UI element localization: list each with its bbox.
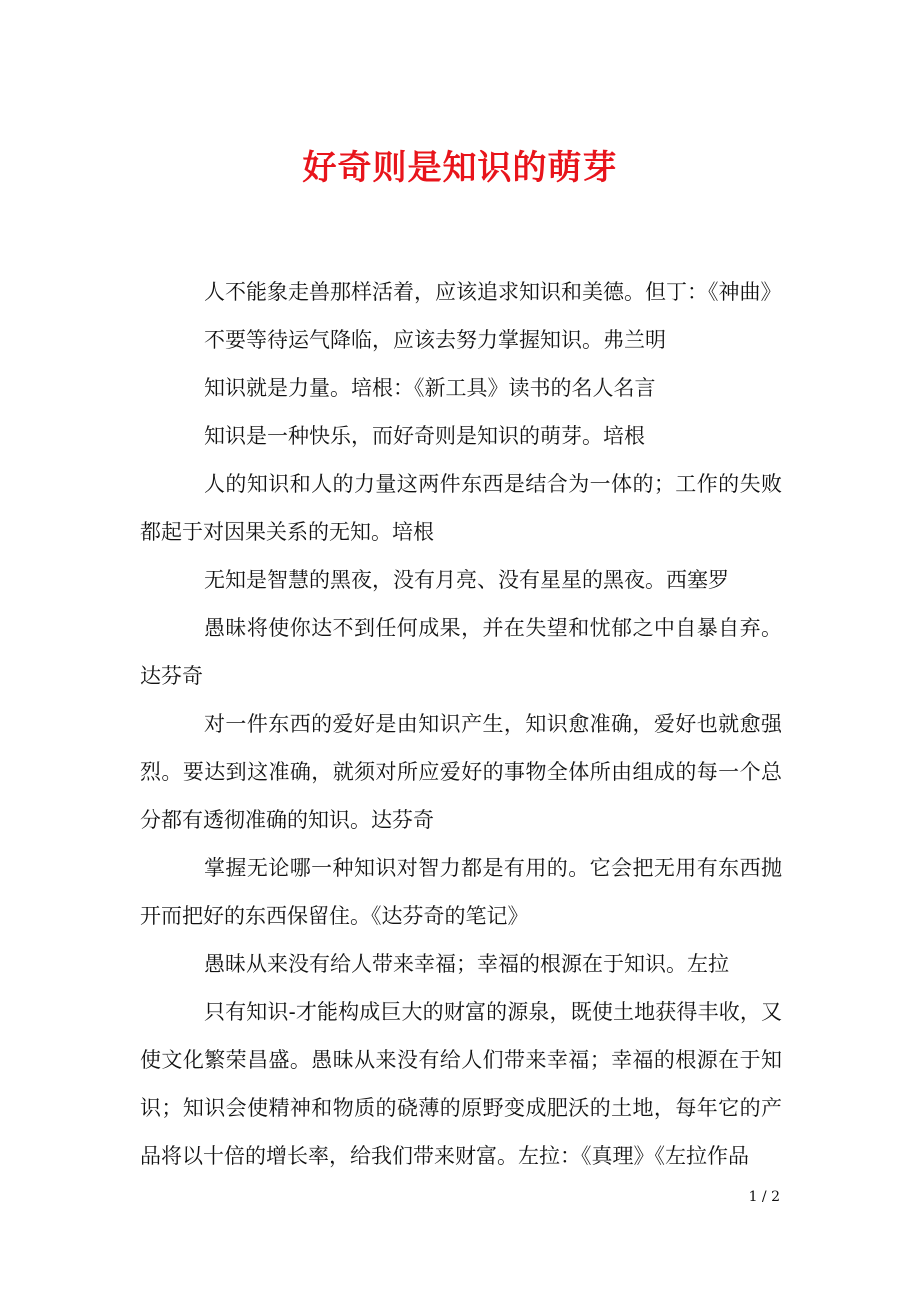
paragraph: 愚昧将使你达不到任何成果，并在失望和忧郁之中自暴自弃。达芬奇	[140, 616, 782, 688]
paragraph: 人不能象走兽那样活着，应该追求知识和美德。但丁：《神曲》	[204, 280, 782, 304]
paragraph: 只有知识-才能构成巨大的财富的源泉，既使土地获得丰收，又使文化繁荣昌盛。愚昧从来没有给人们带来幸福；幸福的根源在于知识；知识会使精神和物质的硗薄的原野变成肥沃的土地，每年它的产品将以十倍的增长率，给我们带来财富。左拉：《真理》《左拉作品	[140, 1000, 782, 1168]
paragraph: 愚昧从来没有给人带来幸福；幸福的根源在于知识。左拉	[204, 952, 729, 976]
page-number: 1 / 2	[748, 1189, 780, 1205]
paragraph: 掌握无论哪一种知识对智力都是有用的。它会把无用有东西抛开而把好的东西保留住。《达芬奇的笔记》	[140, 856, 782, 928]
document-body	[140, 268, 782, 1180]
document-title: 好奇则是知识的萌芽	[302, 148, 618, 188]
paragraph: 对一件东西的爱好是由知识产生，知识愈准确，爱好也就愈强烈。要达到这准确，就须对所应爱好的事物全体所由组成的每一个总分都有透彻准确的知识。达芬奇	[140, 712, 782, 832]
paragraph: 无知是智慧的黑夜，没有月亮、没有星星的黑夜。西塞罗	[204, 568, 729, 592]
paragraph: 人的知识和人的力量这两件东西是结合为一体的；工作的失败都起于对因果关系的无知。培根	[140, 472, 782, 544]
paragraph: 知识就是力量。培根：《新工具》读书的名人名言	[204, 376, 656, 400]
paragraph: 不要等待运气降临，应该去努力掌握知识。弗兰明	[204, 328, 666, 352]
paragraph: 知识是一种快乐，而好奇则是知识的萌芽。培根	[204, 424, 645, 448]
